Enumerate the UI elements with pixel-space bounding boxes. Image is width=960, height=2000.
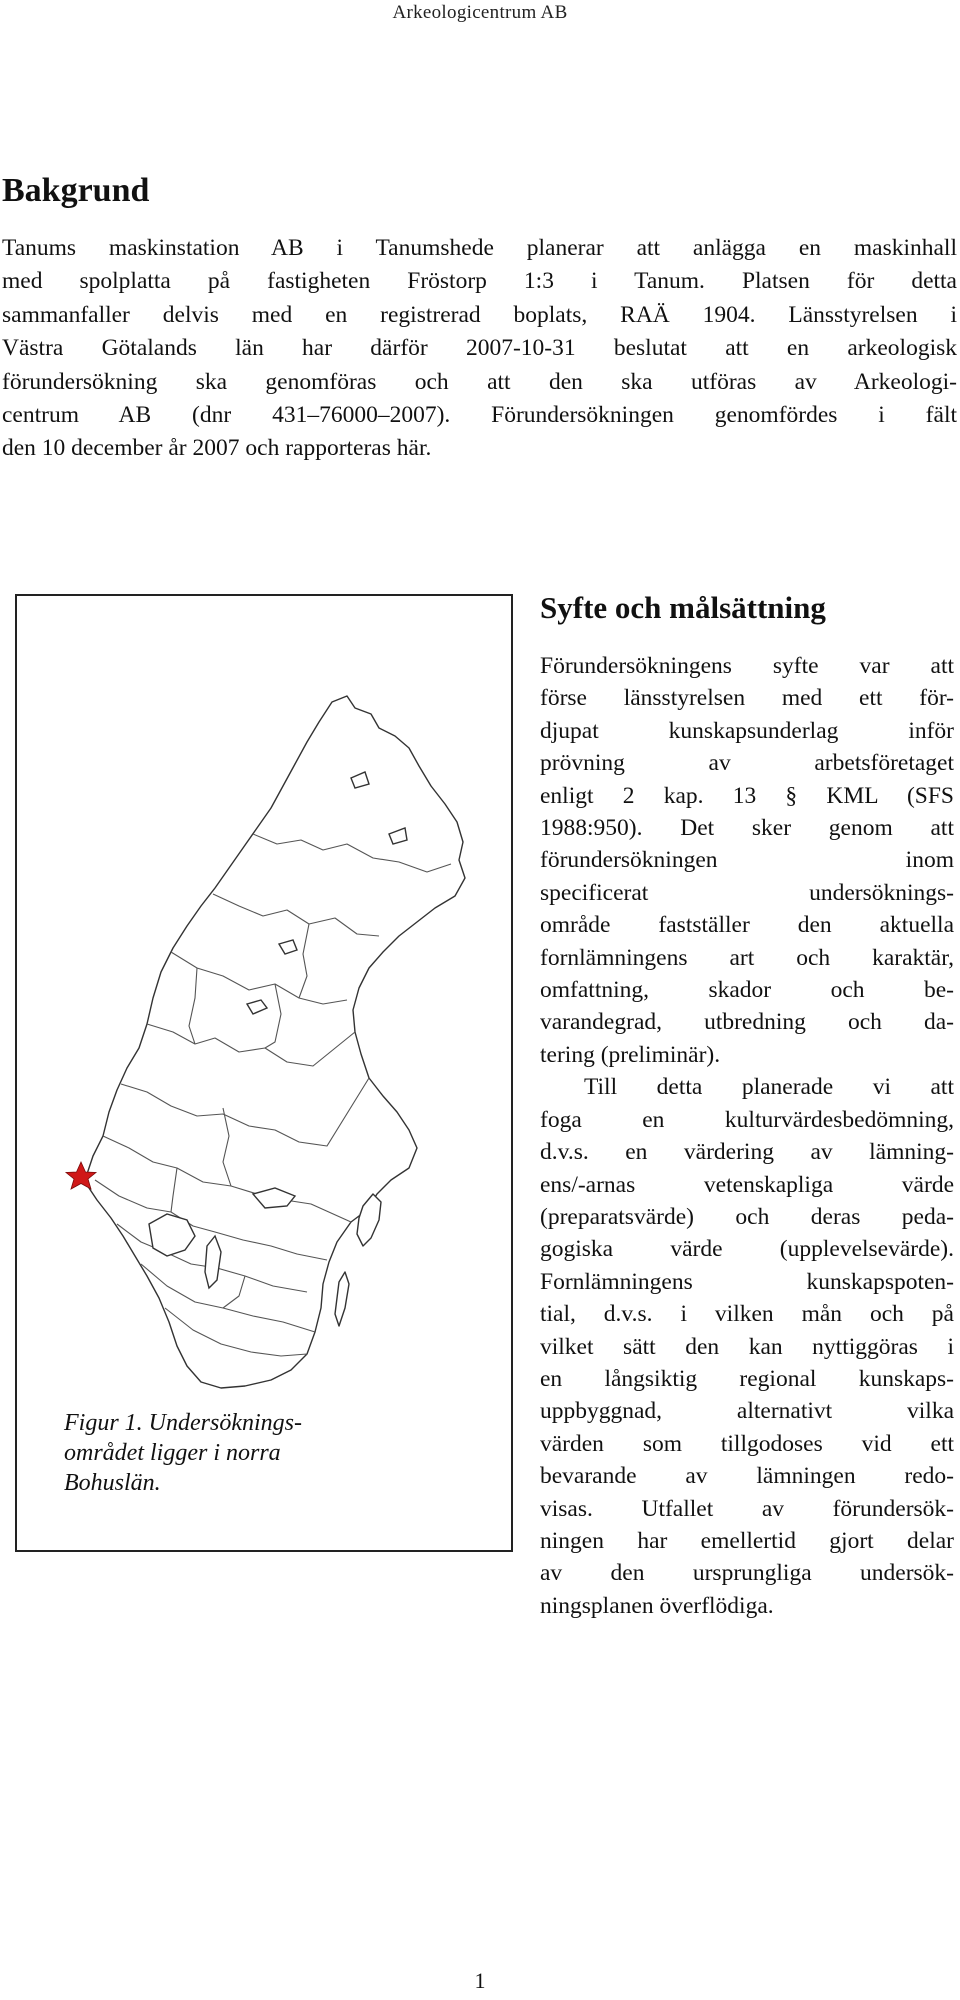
section-heading-purpose: Syfte och målsättning	[540, 590, 826, 625]
purpose-line: ens/-arnas vetenskapliga värde	[540, 1171, 954, 1198]
purpose-line: (preparatsvärde) och deras peda-	[540, 1203, 954, 1230]
caption-line: området ligger i norra	[64, 1440, 281, 1466]
purpose-line: förundersökningen inom	[540, 847, 954, 874]
purpose-line: värden som tillgodoses vid ett	[540, 1430, 954, 1457]
caption-line: Bohuslän.	[64, 1470, 161, 1496]
purpose-line: tering (preliminär).	[540, 1041, 721, 1068]
purpose-line: djupat kunskapsunderlag inför	[540, 717, 954, 744]
section-heading-background: Bakgrund	[2, 172, 150, 209]
purpose-line: tial, d.v.s. i vilken mån och på	[540, 1301, 954, 1328]
purpose-line: uppbyggnad, alternativt vilka	[540, 1398, 954, 1425]
purpose-line: en långsiktig regional kunskaps-	[540, 1365, 954, 1392]
purpose-line: prövning av arbetsföretaget	[540, 750, 954, 777]
caption-line: Figur 1. Undersöknings-	[64, 1410, 302, 1436]
purpose-line: fornlämningens art och karaktär,	[540, 944, 954, 971]
purpose-line: gogiska värde (upplevelsevärde).	[540, 1236, 954, 1263]
purpose-line: bevarande av lämningen redo-	[540, 1463, 954, 1490]
purpose-line: 1988:950). Det sker genom att	[540, 815, 954, 842]
purpose-line: ningsplanen överflödiga.	[540, 1592, 774, 1619]
running-header: Arkeologicentrum AB	[392, 2, 568, 23]
background-paragraph	[2, 232, 957, 466]
purpose-line: Fornlämningens kunskapspoten-	[540, 1268, 954, 1295]
background-line: sammanfaller delvis med en registrerad boplats, RAÄ 1904. Länsstyrelsen i	[2, 301, 957, 328]
sweden-outline	[87, 696, 465, 1388]
purpose-line: omfattning, skador och be-	[540, 977, 954, 1004]
background-line: förundersökning ska genomföras och att den ska utföras av Arkeologi-	[2, 368, 957, 395]
purpose-line: Till detta planerade vi att	[584, 1074, 954, 1101]
purpose-line: foga en kulturvärdesbedömning,	[540, 1106, 954, 1133]
purpose-line: enligt 2 kap. 13 § KML (SFS	[540, 782, 954, 809]
sweden-map	[17, 596, 511, 1550]
purpose-line: specificerat undersöknings-	[540, 879, 954, 906]
figure-caption	[64, 1408, 384, 1498]
purpose-line: visas. Utfallet av förundersök-	[540, 1495, 954, 1522]
purpose-line: Förundersökningens syfte var att	[540, 653, 954, 679]
background-line: med spolplatta på fastigheten Fröstorp 1:3 i Tanum. Platsen för detta	[2, 268, 957, 295]
purpose-line: ningen har emellertid gjort delar	[540, 1527, 954, 1554]
oland-island	[335, 1272, 349, 1326]
background-line: den 10 december år 2007 och rapporteras här.	[2, 435, 432, 462]
purpose-line: område fastställer den aktuella	[540, 912, 954, 939]
purpose-line: av den ursprungliga undersök-	[540, 1560, 954, 1587]
purpose-line: d.v.s. en värdering av lämning-	[540, 1139, 954, 1166]
page-number: 1	[474, 1968, 486, 1993]
background-line: Västra Götalands län har därför 2007-10-31 beslutat att en arkeologisk	[2, 335, 957, 362]
background-line: Tanums maskinstation AB i Tanumshede planerar att anlägga en maskinhall	[2, 235, 957, 261]
background-line: centrum AB (dnr 431–76000–2007). Förundersökningen genomfördes i fält	[2, 402, 957, 429]
purpose-paragraphs	[540, 650, 954, 1622]
purpose-line: varandegrad, utbredning och da-	[540, 1009, 954, 1036]
purpose-line: förse länsstyrelsen med ett för-	[540, 685, 954, 712]
purpose-line: vilket sätt den kan nyttiggöras i	[540, 1333, 954, 1360]
